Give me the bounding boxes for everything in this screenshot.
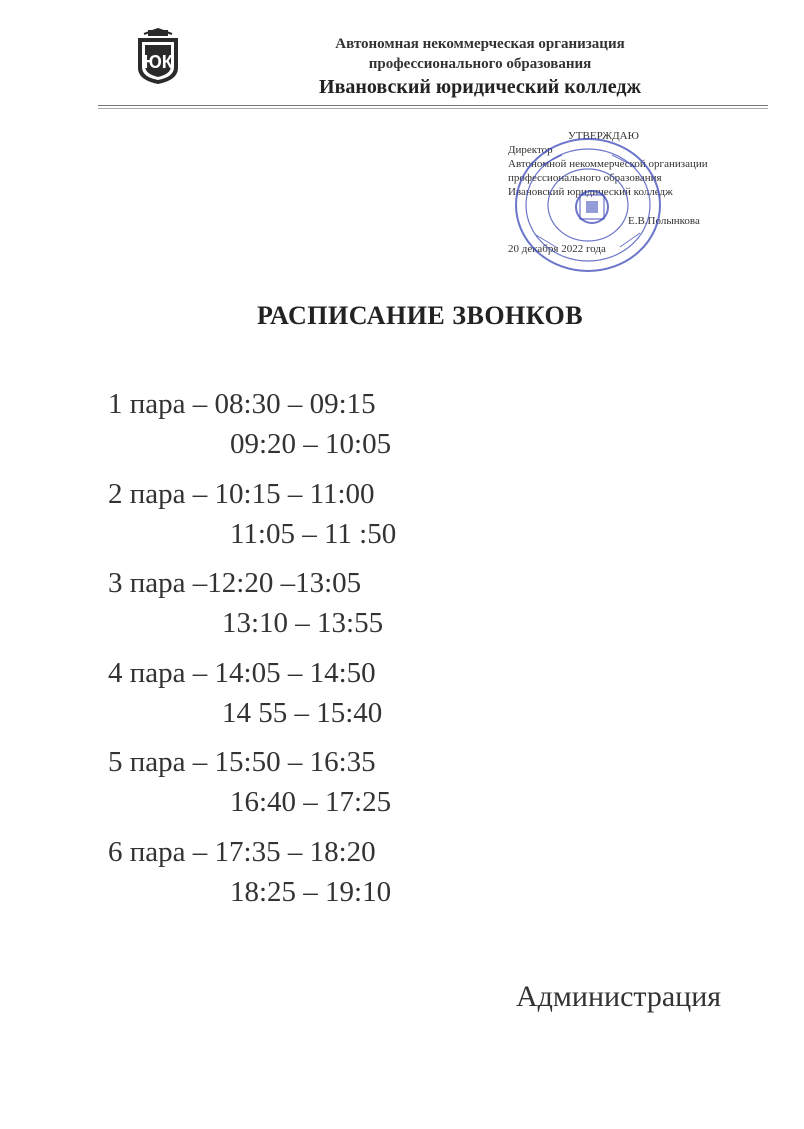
approval-signature-name: Е.В.Полынкова xyxy=(628,215,700,227)
lesson-3-first-half: 3 пара –12:20 –13:05 xyxy=(108,567,362,599)
lesson-4-first-half: 4 пара – 14:05 – 14:50 xyxy=(108,657,376,689)
college-emblem-icon xyxy=(134,28,182,86)
org-name-line2: профессионального образования xyxy=(368,56,592,72)
approval-date: 20 декабря 2022 года xyxy=(508,243,606,255)
approval-title: УТВЕРЖДАЮ xyxy=(568,130,639,142)
organization-header xyxy=(230,34,730,100)
official-stamp-icon xyxy=(512,135,664,275)
lesson-6-first-half: 6 пара – 17:35 – 18:20 xyxy=(108,836,376,868)
approval-position: Директор xyxy=(508,144,553,156)
approval-org-line3: Ивановский юридический колледж xyxy=(508,186,673,198)
lesson-6-second-half: 18:25 – 19:10 xyxy=(230,876,392,908)
footer-signature: Администрация xyxy=(516,980,722,1013)
college-name: Ивановский юридический колледж xyxy=(319,76,641,98)
lesson-1-second-half: 09:20 – 10:05 xyxy=(230,428,392,460)
header-divider xyxy=(98,105,768,106)
approval-org-line2: профессионального образования xyxy=(508,172,662,184)
lesson-2-first-half: 2 пара – 10:15 – 11:00 xyxy=(108,478,375,510)
lesson-1-first-half: 1 пара – 08:30 – 09:15 xyxy=(108,388,376,420)
lesson-3-second-half: 13:10 – 13:55 xyxy=(222,607,384,639)
lesson-5-first-half: 5 пара – 15:50 – 16:35 xyxy=(108,746,376,778)
lesson-2-second-half: 11:05 – 11 :50 xyxy=(230,518,397,550)
header-divider-secondary xyxy=(98,108,768,109)
approval-org-line1: Автономной некоммерческой организации xyxy=(508,158,708,170)
lesson-5-second-half: 16:40 – 17:25 xyxy=(230,786,392,818)
page-title: РАСПИСАНИЕ ЗВОНКОВ xyxy=(256,301,584,330)
org-name-line1: Автономная некоммерческая организация xyxy=(335,36,625,52)
lesson-4-second-half: 14 55 – 15:40 xyxy=(222,697,383,729)
svg-text:ЮК: ЮК xyxy=(143,52,173,72)
